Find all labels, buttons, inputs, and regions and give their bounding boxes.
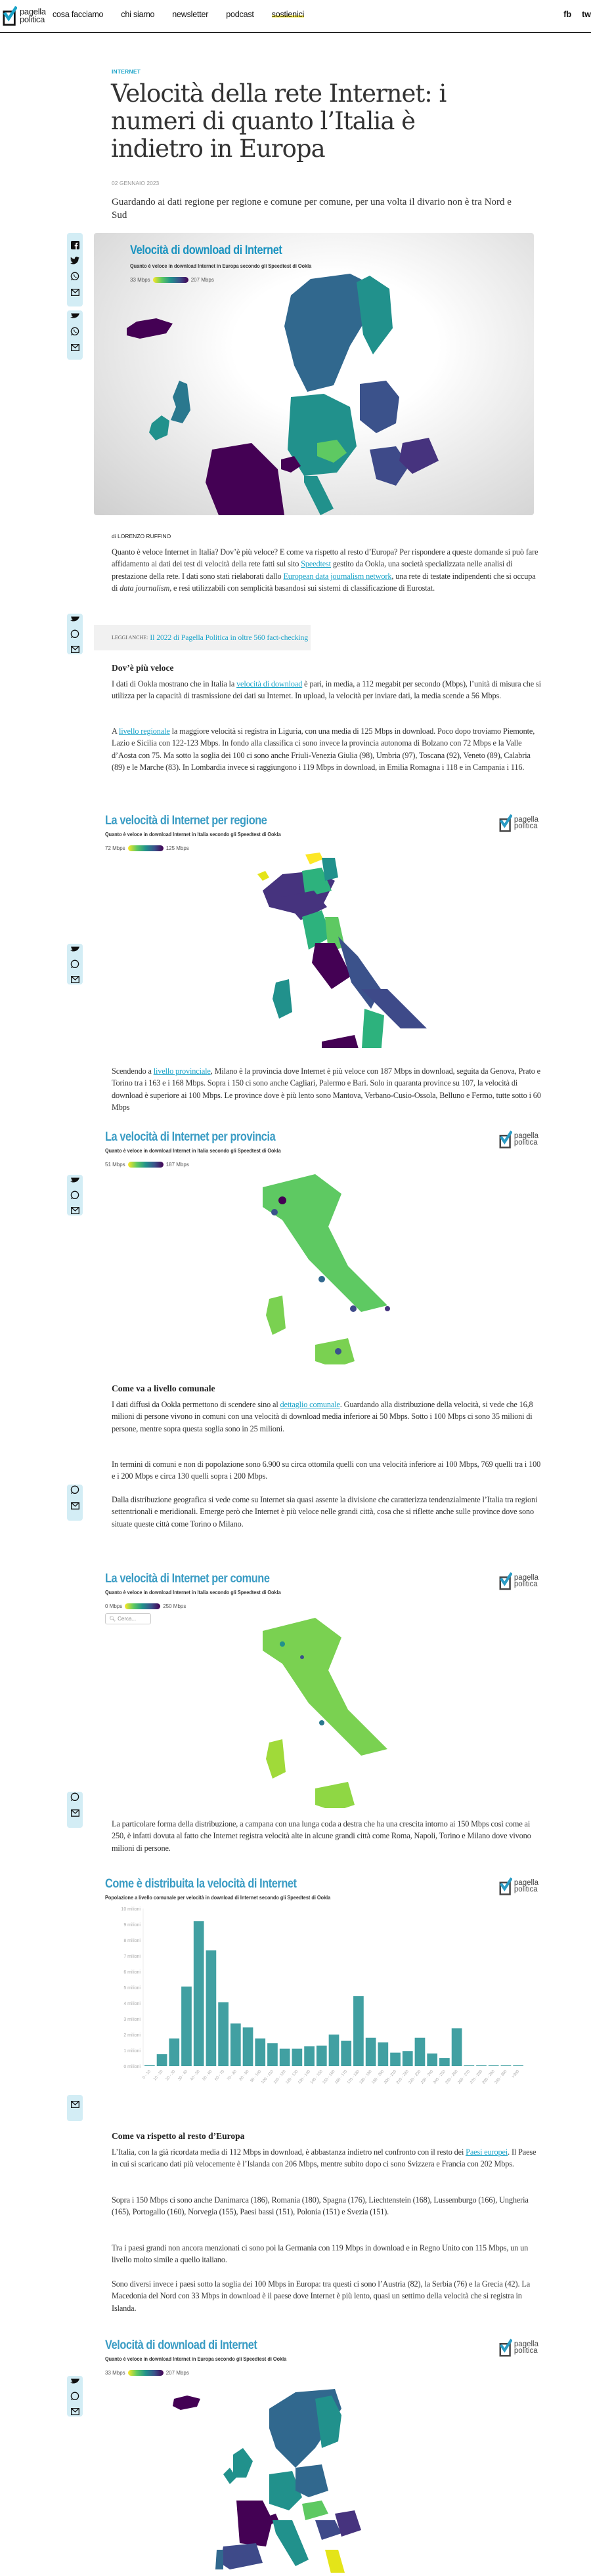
section-heading-europa: Come va rispetto al resto d’Europa	[112, 2131, 245, 2141]
share-bar-sticky	[67, 2376, 83, 2417]
paragraph: Dalla distribuzione geografica si vede come su Internet sia quasi assente la divisione che caratterizza tendenzialmente l’Italia tra regioni settentrionali e meridionali. Emerge però che Internet è più veloce nelle grandi città, cosa che si riflette anche sulle province dove sono situate queste città come Torino o Milano.	[112, 1495, 538, 1529]
twitter-link[interactable]: tw	[582, 10, 591, 19]
chart-title: La velocità di Internet per regione	[105, 814, 267, 828]
svg-text:>300: >300	[511, 2069, 521, 2079]
svg-text:110 - 120: 110 - 120	[273, 2069, 287, 2085]
svg-text:120 - 130: 120 - 130	[285, 2069, 299, 2085]
svg-text:180 - 190: 180 - 190	[359, 2069, 373, 2085]
whatsapp-icon[interactable]	[70, 629, 79, 639]
intro-paragraph: Quanto è veloce Internet in Italia? Dov’è più veloce? E come va rispetto al resto d’Europa? Per rispondere a queste domande si può fare affidamento ai dati dei test di velocità della rete fatti sul sito Speedtest gestito da Ookla, una società specializzata nelle analisi di prestazione della rete. I dati sono stati rielaborati dallo European data journalism network, una rete di testate indipendenti che si occupa di data journalism, e resi utilizzabili con semplicità basandosi sui sistemi di classificazione di Eurostat.	[112, 547, 538, 593]
article-title: Velocità della rete Internet: i numeri di quanto l’Italia è indietro in Europa	[111, 79, 447, 163]
histogram-bar[interactable]	[280, 2049, 290, 2066]
nav-chi-siamo[interactable]: chi siamo	[121, 10, 155, 19]
read-also-link[interactable]: Il 2022 di Pagella Politica in oltre 560 fact-checking	[150, 633, 309, 642]
edjnet-link[interactable]: European data journalism network	[283, 571, 392, 581]
article-date: 02 GENNAIO 2023	[112, 180, 160, 186]
read-also-label: LEGGI ANCHE:	[112, 635, 148, 641]
svg-text:240 - 250: 240 - 250	[433, 2069, 447, 2085]
category-kicker[interactable]: INTERNET	[112, 68, 141, 75]
histogram-bar[interactable]	[218, 2002, 229, 2066]
histogram-bar[interactable]	[341, 2041, 351, 2066]
histogram-bar[interactable]	[353, 1996, 364, 2066]
pagella-politica-logo-icon	[499, 814, 512, 832]
email-icon[interactable]	[70, 287, 79, 297]
histogram-bar[interactable]	[464, 2065, 474, 2066]
email-icon[interactable]	[70, 1206, 79, 1215]
chart-title: Come è distribuita la velocità di Internet	[105, 1877, 297, 1891]
share-bar-sticky	[67, 1792, 83, 1828]
svg-text:0 - 10: 0 - 10	[142, 2069, 152, 2080]
svg-text:3 milioni: 3 milioni	[123, 2017, 141, 2022]
twitter-icon[interactable]	[70, 255, 79, 266]
hero-map-subtitle: Quanto è veloce in download Internet in Europa secondo gli Speedtest di Ookla	[130, 263, 312, 269]
dettaglio-comunale-link[interactable]: dettaglio comunale	[280, 1400, 340, 1409]
nav-sostienici[interactable]: sostienici	[271, 10, 305, 19]
article-subtitle: Guardando ai dati regione per regione e comune per comune, per una volta il divario non è tra Nord e Sud	[112, 197, 512, 221]
histogram-bar[interactable]	[292, 2049, 303, 2066]
histogram-bar[interactable]	[206, 1951, 217, 2066]
paragraph: Tra i paesi grandi non ancora menzionati ci sono poi la Germania con 119 Mbps in download e in Regno Unito con 115 Mbps, un un livello molto simile a quello italiano.	[112, 2243, 529, 2265]
author-byline[interactable]: di LORENZO RUFFINO	[112, 533, 171, 539]
nav-newsletter[interactable]: newsletter	[172, 10, 209, 19]
share-bar-sticky	[67, 614, 83, 654]
chart-subtitle: Quanto è veloce in download Internet in Italia secondo gli Speedtest di Ookla	[105, 1147, 281, 1154]
svg-text:1 milioni: 1 milioni	[123, 2049, 141, 2054]
email-icon[interactable]	[70, 2099, 79, 2109]
chart-legend: 72 Mbps 125 Mbps	[105, 845, 189, 851]
histogram-bar[interactable]	[452, 2028, 462, 2066]
histogram-bar[interactable]	[427, 2054, 437, 2066]
histogram-bar[interactable]	[378, 2042, 388, 2066]
paesi-europei-link[interactable]: Paesi europei	[466, 2147, 508, 2157]
italy-province-map	[105, 1168, 538, 1364]
chart-title: La velocità di Internet per provincia	[105, 1130, 276, 1144]
chart-title: La velocità di Internet per comune	[105, 1572, 270, 1586]
whatsapp-icon[interactable]	[70, 1792, 79, 1802]
svg-text:9 milioni: 9 milioni	[123, 1923, 141, 1928]
chart-subtitle: Popolazione a livello comunale per velocità in download di Internet secondo gli Speedtest di Ookla	[105, 1894, 331, 1901]
histogram-bar[interactable]	[513, 2065, 523, 2066]
main-nav	[53, 10, 322, 19]
svg-text:220 - 230: 220 - 230	[408, 2069, 422, 2085]
email-icon[interactable]	[70, 1807, 79, 1818]
whatsapp-icon[interactable]	[70, 271, 79, 282]
europe-map-graphic	[94, 233, 534, 515]
svg-text:160 - 170: 160 - 170	[334, 2069, 349, 2085]
histogram-bar[interactable]	[169, 2038, 179, 2066]
email-icon[interactable]	[70, 342, 79, 352]
province-map-chart	[105, 1130, 538, 1373]
histogram-bar[interactable]	[157, 2054, 167, 2066]
whatsapp-icon[interactable]	[70, 1485, 79, 1495]
chart-legend: 51 Mbps 187 Mbps	[105, 1162, 189, 1168]
paragraph: I dati di Ookla mostrano che in Italia la velocità di download è pari, in media, a 112 megabit per secondo (Mbps), l’unità di misura che si utilizza per la capacità di trasmissione dei dati su Internet. In upload, la velocità per inviare dati, la media scende a 56 Mbps.	[112, 679, 541, 701]
twitter-icon[interactable]	[70, 1175, 79, 1185]
histogram-bar[interactable]	[501, 2065, 512, 2066]
svg-text:190 - 200: 190 - 200	[371, 2069, 385, 2085]
twitter-icon[interactable]	[70, 614, 79, 623]
svg-text:270 - 280: 270 - 280	[470, 2069, 484, 2085]
paragraph: Sono diversi invece i paesi sotto la soglia dei 100 Mbps in Europa: tra questi ci sono l’Austria (82), la Serbia (76) e la Grecia (42). La Macedonia del Nord con 33 Mbps in download è il paese dove Internet è più lento, quasi un settimo della velocità che si registra in Islanda.	[112, 2279, 531, 2313]
search-icon: 🔍︎	[109, 1616, 116, 1622]
histogram-bar[interactable]	[403, 2051, 413, 2066]
histogram-bar[interactable]	[194, 1921, 204, 2066]
svg-text:170 - 180: 170 - 180	[347, 2069, 361, 2085]
pagella-politica-logo-icon	[499, 1130, 512, 1149]
histogram-bar[interactable]	[476, 2065, 487, 2066]
chart-title: Velocità di download di Internet	[105, 2338, 257, 2352]
svg-text:100 - 110: 100 - 110	[261, 2069, 274, 2085]
histogram-bar[interactable]	[317, 2046, 327, 2066]
histogram-bar[interactable]	[489, 2065, 499, 2066]
site-logo[interactable]	[3, 5, 46, 27]
svg-text:8 milioni: 8 milioni	[123, 1939, 141, 1943]
paragraph: Scendendo a livello provinciale, Milano è la provincia dove Internet è più veloce con 187 Mbps in download, seguita da Genova, Prato e Torino tra i 163 e i 168 Mbps. Sopra i 150 ci sono anche Cagliari, Palermo e Bari. Solo in quaranta province su 107, la velocità di download è superiore ai 100 Mbps. Le province dove è più lento sono Mantova, Verbano-Cusio-Ossola, Belluno e Fermo, tutte sotto i 60 Mbps	[112, 1066, 541, 1112]
chart-legend: 33 Mbps 207 Mbps	[105, 2370, 189, 2376]
svg-text:200 - 210: 200 - 210	[383, 2069, 398, 2085]
facebook-link[interactable]: fb	[563, 10, 572, 19]
svg-text:6 milioni: 6 milioni	[123, 1970, 141, 1975]
paragraph: La particolare forma della distribuzione, a campana con una lunga coda a destra che ha una crescita intorno ai 150 Mbps così come ai 250, è infatti dovuta al fatto che Internet registra velocità alte in alcune grandi città come Roma, Napoli, Torino e Milano dove vivono milioni di persone.	[112, 1819, 531, 1853]
svg-text:80 - 90: 80 - 90	[238, 2069, 250, 2082]
histogram-plot	[105, 1902, 538, 2112]
svg-text:50 - 60: 50 - 60	[202, 2069, 213, 2082]
pagella-politica-logo-icon	[499, 1572, 512, 1590]
svg-text:0 milioni: 0 milioni	[123, 2065, 141, 2069]
svg-text:250 - 260: 250 - 260	[445, 2069, 459, 2085]
logo-line-2: politica	[20, 14, 45, 24]
histogram-bar[interactable]	[181, 1987, 192, 2066]
italy-comune-map	[105, 1618, 538, 1808]
histogram-bar[interactable]	[439, 2058, 450, 2066]
legend-min: 33 Mbps	[130, 277, 150, 283]
svg-text:30 - 40: 30 - 40	[177, 2069, 189, 2082]
svg-text:4 milioni: 4 milioni	[123, 2002, 141, 2006]
paragraph: L’Italia, con la già ricordata media di 112 Mbps in download, è abbastanza indietro nel confronto con il resto dei Paesi europei. Il Paese in cui si scaricano dati più velocemente è l’Islanda con 206 Mbps, mentre subito dopo ci sono Svizzera e Francia con 202 Mbps.	[112, 2147, 536, 2169]
svg-text:290 - 300: 290 - 300	[494, 2069, 508, 2085]
share-bar-sticky	[67, 1485, 83, 1521]
logo-wordmark	[20, 8, 46, 24]
histogram-bar[interactable]	[255, 2038, 265, 2066]
nav-podcast[interactable]: podcast	[226, 10, 254, 19]
nav-cosa-facciamo[interactable]: cosa facciamo	[53, 10, 104, 19]
comune-search-input[interactable]: 🔍︎ Cerca...	[105, 1613, 151, 1624]
svg-text:7 milioni: 7 milioni	[123, 1954, 141, 1959]
svg-text:20 - 30: 20 - 30	[165, 2069, 177, 2082]
share-bar-sticky	[67, 1175, 83, 1215]
chart-logo: pagella politica	[499, 814, 538, 832]
svg-text:2 milioni: 2 milioni	[123, 2033, 141, 2038]
region-map-chart	[105, 814, 538, 1063]
svg-text:130 - 140: 130 - 140	[297, 2069, 312, 2085]
svg-text:90 - 100: 90 - 100	[250, 2069, 263, 2084]
top-navigation-bar	[0, 0, 591, 33]
pagella-politica-logo-icon	[3, 5, 17, 27]
twitter-icon[interactable]	[70, 310, 79, 321]
chart-subtitle: Quanto è veloce in download Internet in Europa secondo gli Speedtest di Ookla	[105, 2355, 287, 2362]
livello-provinciale-link[interactable]: livello provinciale	[153, 1066, 211, 1076]
europe-map-chart	[105, 2338, 538, 2572]
speedtest-link[interactable]: Speedtest	[301, 559, 331, 569]
histogram-bar[interactable]	[267, 2043, 278, 2066]
facebook-icon[interactable]	[70, 240, 79, 250]
share-bar-sticky	[67, 2095, 83, 2121]
svg-text:140 - 150: 140 - 150	[309, 2069, 324, 2085]
distribution-histogram	[105, 1877, 538, 2120]
whatsapp-icon[interactable]	[70, 2391, 79, 2401]
svg-text:260 - 270: 260 - 270	[457, 2069, 471, 2085]
svg-text:5 milioni: 5 milioni	[123, 1986, 141, 1991]
chart-logo: pagella politica	[499, 1130, 538, 1149]
svg-text:10 milioni: 10 milioni	[121, 1907, 141, 1912]
legend-max: 207 Mbps	[190, 277, 214, 283]
share-bar-sticky	[67, 310, 83, 360]
livello-regionale-link[interactable]: livello regionale	[118, 727, 170, 736]
comune-map-chart	[105, 1572, 538, 1815]
svg-text:210 - 220: 210 - 220	[395, 2069, 410, 2085]
italy-region-map	[105, 851, 538, 1048]
paragraph: In termini di comuni e non di popolazione sono 6.900 su circa ottomila quelli con una velocità inferiore ai 100 Mbps, 769 quelli tra i 100 e i 200 Mbps e circa 130 quelli sopra i 200 Mbps.	[112, 1460, 541, 1481]
histogram-bar[interactable]	[304, 2046, 315, 2066]
header-social-links	[563, 10, 591, 19]
histogram-bar[interactable]	[230, 2023, 241, 2066]
email-icon[interactable]	[70, 975, 79, 984]
svg-text:150 - 160: 150 - 160	[322, 2069, 336, 2085]
twitter-icon[interactable]	[70, 2376, 79, 2386]
email-icon[interactable]	[70, 2407, 79, 2417]
svg-text:70 - 80: 70 - 80	[227, 2069, 238, 2082]
histogram-bar[interactable]	[243, 2027, 253, 2066]
histogram-bar[interactable]	[329, 2035, 339, 2066]
section-heading-comunale: Come va a livello comunale	[112, 1383, 215, 1393]
chart-logo: pagella politica	[499, 2338, 538, 2357]
whatsapp-icon[interactable]	[70, 1190, 79, 1200]
email-icon[interactable]	[70, 1500, 79, 1511]
svg-text:40 - 50: 40 - 50	[190, 2069, 201, 2082]
histogram-bar[interactable]	[415, 2038, 426, 2066]
paragraph: Sopra i 150 Mbps ci sono anche Danimarca (186), Romania (180), Spagna (176), Liechtenstein (168), Lussemburgo (166), Ungheria (165), Portogallo (160), Norvegia (155), Paesi bassi (151), Polonia (151) e Svezia (151).	[112, 2195, 529, 2217]
velocita-download-link[interactable]: velocità di download	[236, 679, 303, 688]
histogram-bar[interactable]	[366, 2038, 376, 2066]
svg-text:60 - 70: 60 - 70	[214, 2069, 226, 2082]
chart-subtitle: Quanto è veloce in download Internet in Italia secondo gli Speedtest di Ookla	[105, 831, 281, 837]
logo-line-1: pagella	[20, 7, 46, 16]
paragraph: A livello regionale la maggiore velocità si registra in Liguria, con una media di 125 Mbps in download. Poco dopo troviamo Piemonte, Lazio e Sicilia con 122-123 Mbps. In fondo alla classifica ci sono invece la provincia autonoma di Bolzano con 72 Mbps e la Valle d’Aosta con 75. Ma sotto la soglia dei 100 ci sono anche Friuli-Venezia Giulia (98), Umbria (97), Toscana (92), Veneto (89), Calabria (89) e le Marche (83). In Lombardia invece si raggiungono i 119 Mbps in download, in Emilia Romagna i 118 e in Campania i 116.	[112, 727, 535, 772]
twitter-icon[interactable]	[70, 944, 79, 954]
pagella-politica-logo-icon	[499, 2338, 512, 2357]
whatsapp-icon[interactable]	[70, 959, 79, 969]
svg-text:230 - 240: 230 - 240	[420, 2069, 435, 2085]
share-bar	[67, 233, 83, 306]
hero-europe-map	[94, 233, 534, 515]
chart-logo: pagella politica	[499, 1877, 538, 1895]
email-icon[interactable]	[70, 644, 79, 654]
read-also-box	[94, 625, 311, 650]
section-heading-dove: Dov’è più veloce	[112, 663, 174, 673]
hero-map-title: Velocità di download di Internet	[130, 243, 282, 257]
share-bar-sticky	[67, 944, 83, 984]
svg-text:10 - 20: 10 - 20	[152, 2069, 164, 2082]
histogram-bar[interactable]	[144, 2065, 155, 2066]
chart-legend: 0 Mbps 250 Mbps	[105, 1603, 186, 1609]
europe-map-graphic	[105, 2376, 538, 2573]
paragraph: I dati diffusi da Ookla permettono di scendere sino al dettaglio comunale. Guardando alla distribuzione della velocità, si vede che 16,8 milioni di persone vivono in comuni con una velocità di download media inferiore ai 50 Mbps. Sotto i 100 Mbps ci sono 35 milioni di persone, mentre sopra questa soglia sono in 25 milioni.	[112, 1400, 533, 1433]
histogram-bar[interactable]	[390, 2053, 401, 2066]
whatsapp-icon[interactable]	[70, 326, 79, 337]
chart-subtitle: Quanto è veloce in download Internet in Italia secondo gli Speedtest di Ookla	[105, 1589, 281, 1595]
pagella-politica-logo-icon	[499, 1877, 512, 1895]
chart-logo: pagella politica	[499, 1572, 538, 1590]
svg-text:280 - 290: 280 - 290	[481, 2069, 496, 2085]
